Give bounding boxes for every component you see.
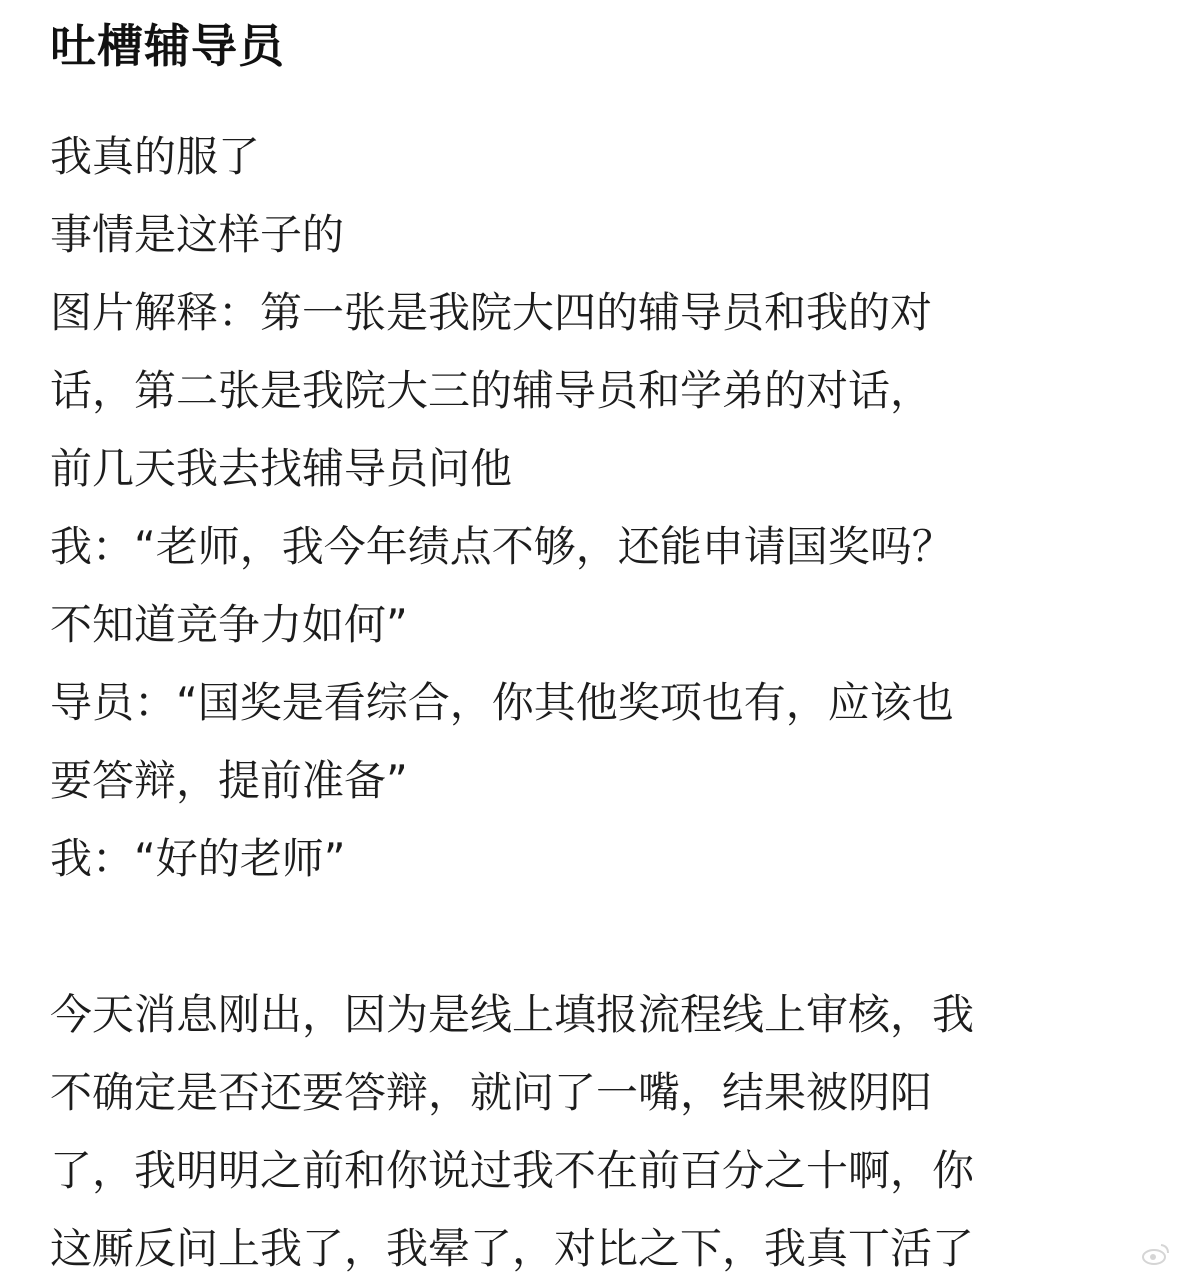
post-line: 我：“老师，我今年绩点不够，还能申请国奖吗？	[50, 522, 954, 571]
post-line: 我：“好的老师”	[50, 834, 346, 883]
post-title: 吐槽辅导员	[50, 19, 285, 73]
post-line: 要答辩，提前准备”	[50, 756, 408, 805]
post-line: 这厮反问上我了，我晕了，对比之下，我真丅活了	[50, 1224, 975, 1273]
post-body	[50, 118, 1140, 1288]
post-line: 了，我明明之前和你说过我不在前百分之十啊，你	[50, 1146, 975, 1195]
post-line: 今天消息刚出，因为是线上填报流程线上审核，我	[50, 990, 975, 1039]
post-line: 事情是这样子的	[50, 210, 345, 259]
post-line: 图片解释：第一张是我院大四的辅导员和我的对	[50, 288, 933, 337]
post-line: 不知道竞争力如何”	[50, 600, 408, 649]
post-content	[50, 0, 1140, 1288]
post-line: 前几天我去找辅导员问他	[50, 444, 513, 493]
post-line: 话，第二张是我院大三的辅导员和学弟的对话，	[50, 366, 933, 415]
post-line: 导员：“国奖是看综合，你其他奖项也有，应该也	[50, 678, 954, 727]
watermark	[1141, 1242, 1171, 1266]
paragraph-gap	[50, 898, 1140, 976]
post-line: 我真的服了	[50, 132, 261, 181]
post-line: 不确定是否还要答辩，就问了一嘴，结果被阴阳	[50, 1068, 933, 1117]
weibo-logo-icon	[1141, 1242, 1171, 1266]
